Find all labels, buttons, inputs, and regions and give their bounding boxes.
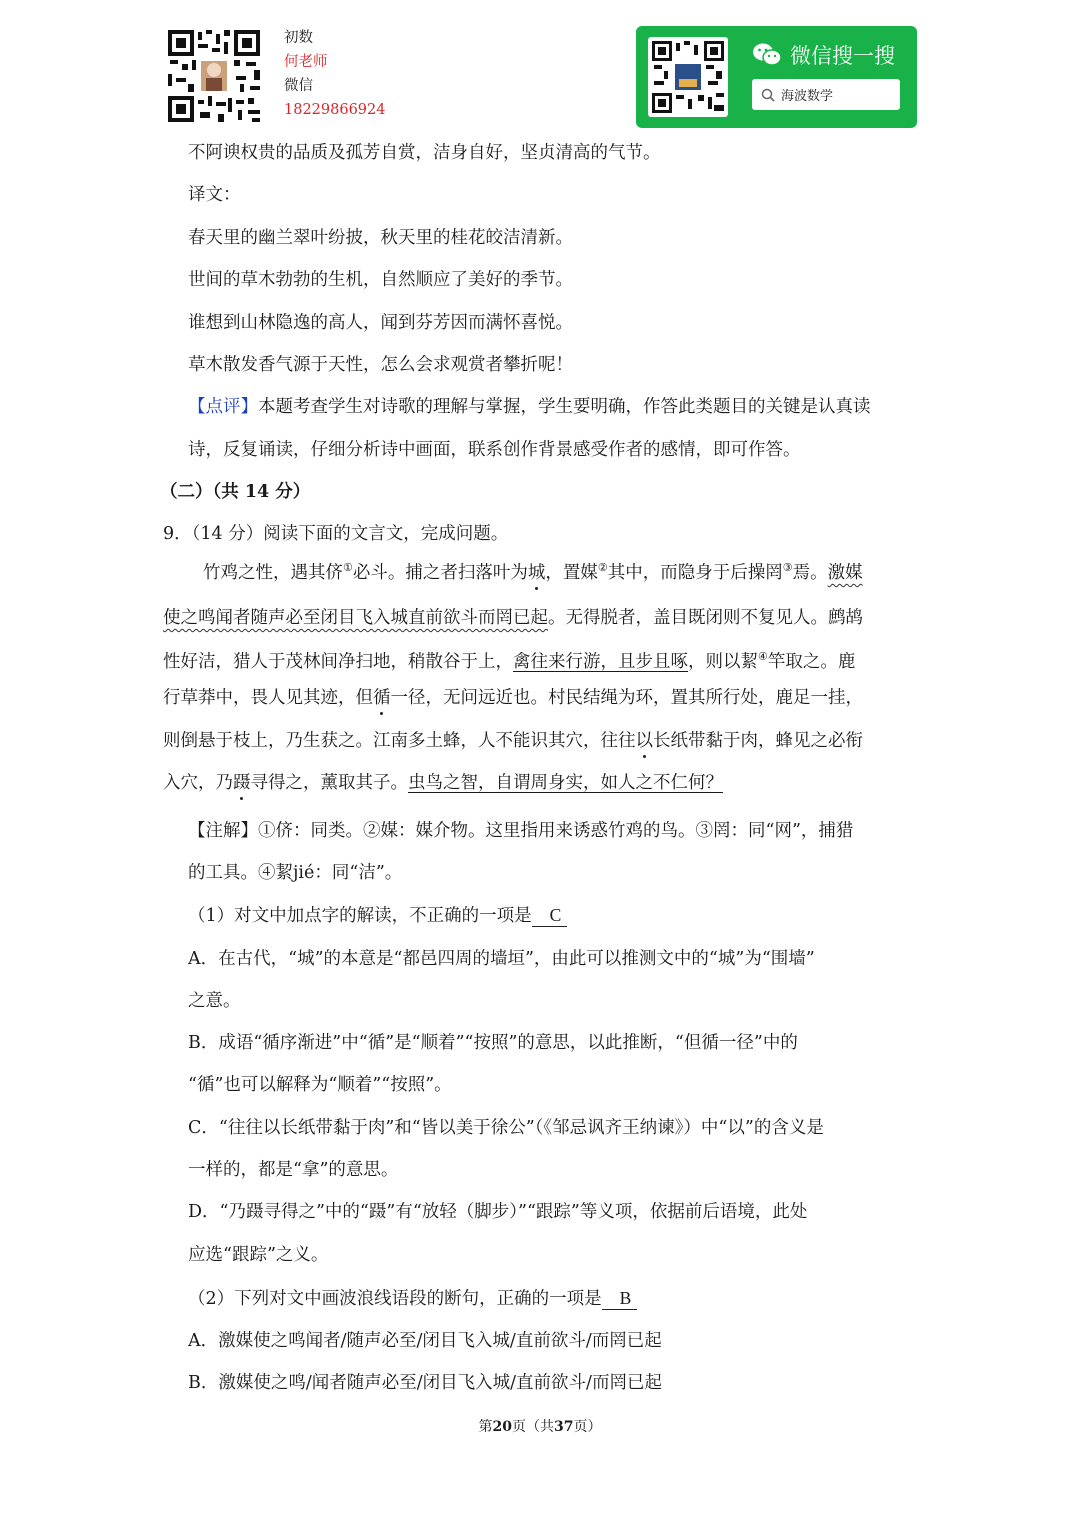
passage-line-3 [163,649,855,675]
translation-line-3: 谁想到山林隐逸的高人，闻到芬芳因而满怀喜悦。 [188,313,573,333]
q1-option-b-line-2: “循”也可以解释为“顺着”“按照”。 [188,1075,452,1095]
translation-label: 译文： [188,185,241,205]
wavy-segment-start: 激媒 [827,563,863,583]
qr-code-official-account [648,37,728,117]
note-ref-2: ② [597,561,608,575]
qr-code-teacher [168,30,260,122]
translation-line-2: 世间的草木勃勃的生机，自然顺应了美好的季节。 [188,270,573,290]
wechat-logo-icon [752,42,782,68]
page-footer [0,1416,1080,1436]
comment-line-2: 诗，反复诵读，仔细分析诗中画面，联系创作背景感受作者的感情，即可作答。 [188,440,801,460]
section-heading: （二）（共 14 分） [160,482,311,502]
contact-block [284,26,385,122]
passage-text: ，则以絜 [688,652,758,672]
passage-text: 长纸带黏于肉，蜂见之必衔 [653,731,863,751]
passage-text: 必斗。捕之者扫落叶为 [352,563,528,583]
q1-option-a-line-2: 之意。 [188,991,241,1011]
passage-text: 竹鸡之性，遇其侪 [203,563,343,583]
dotted-char-nie: 蹑 [233,773,251,793]
contact-teacher: 何老师 [284,54,328,70]
dotted-char-xun: 循 [373,688,391,708]
footer-text: 页） [573,1419,602,1435]
q2-answer: B [602,1287,638,1310]
translation-line-1: 春天里的幽兰翠叶纷披，秋天里的桂花皎洁清新。 [188,228,573,248]
passage-text: 性好洁，猎人于茂林间净扫地，稍散谷于上， [163,652,513,672]
dotted-char-yi: 以 [635,731,653,751]
page-number: 20 [492,1419,512,1435]
search-icon [761,88,775,102]
q1-option-b-line-1: B．成语“循序渐进”中“循”是“顺着”“按照”的意思，以此推断，“但循一径”中的 [188,1033,798,1053]
notes-line-1: 【注解】①侪：同类。②媒：媒介物。这里指用来诱惑竹鸡的鸟。③罔：同“网”，捕猎 [188,821,854,841]
wechat-search-text: 海波数学 [781,89,834,104]
prev-answer-line: 不阿谀权贵的品质及孤芳自赏，洁身自好，坚贞清高的气节。 [188,143,661,163]
q1-option-c-line-2: 一样的，都是“拿”的意思。 [188,1160,399,1180]
underlined-segment-2: 虫鸟之智，自谓周身实，如人之不仁何？ [408,773,723,793]
passage-line-5 [163,728,863,754]
dotted-char-cheng: 城 [527,563,546,583]
passage-text: 入穴，乃 [163,773,233,793]
note-ref-3: ③ [782,561,793,575]
comment-text-1: 本题考查学生对诗歌的理解与掌握，学生要明确，作答此类题目的关键是认真读 [258,397,871,417]
q2-option-b: B．激媒使之鸣/闻者随声必至/闭目飞入城/直前欲斗/而罔已起 [188,1373,662,1393]
passage-text: ，置媒 [545,563,598,583]
q1-option-d-line-2: 应选“跟踪”之义。 [188,1245,329,1265]
passage-text: 焉。 [792,563,828,583]
passage-line-2 [163,605,863,631]
q2-option-a: A．激媒使之鸣闻者/随声必至/闭目飞入城/直前欲斗/而罔已起 [188,1331,662,1351]
wechat-search-box [752,79,900,110]
comment-line-1 [188,394,871,420]
question-9-intro: 9．（14 分）阅读下面的文言文，完成问题。 [163,524,509,544]
q1-option-d-line-1: D．“乃蹑寻得之”中的“蹑”有“放轻（脚步）”“跟踪”等义项，依据前后语境，此处 [188,1202,808,1222]
contact-wechat-label: 微信 [284,78,313,94]
note-ref-1: ① [343,561,353,575]
wechat-title [752,40,895,70]
q1-option-c-line-1: C．“往往以长纸带黏于肉”和“皆以美于徐公”（《邹忌讽齐王纳谏》）中“以”的含义是 [188,1118,824,1138]
q1-stem [188,903,567,929]
passage-line-6 [163,770,723,796]
passage-text: 一径，无问远近也。村民结绳为环，置其所行处，鹿足一挂， [390,688,863,708]
contact-phone: 18229866924 [284,102,386,118]
translation-line-4: 草木散发香气源于天性，怎么会求观赏者攀折呢！ [188,355,573,375]
wavy-segment: 使之鸣闻者随声必至闭目飞入城直前欲斗而罔已起 [163,608,548,628]
q2-stem-text: （2）下列对文中画波浪线语段的断句，正确的一项是 [188,1289,602,1309]
passage-text: 其中，而隐身于后操罔 [607,563,783,583]
total-pages: 37 [554,1419,574,1435]
footer-text: 第 [478,1419,493,1435]
passage-text: 行草莽中，畏人见其迹，但 [163,688,373,708]
q1-option-a-line-1: A．在古代，“城”的本意是“都邑四周的墙垣”，由此可以推测文中的“城”为“围墙” [188,949,815,969]
passage-text: 则倒悬于枝上，乃生获之。江南多土蜂，人不能识其穴，往往 [163,731,636,751]
q1-stem-text: （1）对文中加点字的解读，不正确的一项是 [188,906,532,926]
wechat-search-card [636,26,917,128]
passage-line-4 [163,685,863,711]
note-ref-4: ④ [758,650,768,664]
wechat-title-text: 微信搜一搜 [790,44,895,68]
passage-text: 竿取之。鹿 [767,652,856,672]
passage-text: 寻得之，薰取其子。 [250,773,408,793]
q2-stem [188,1286,637,1312]
passage-line-1 [203,560,863,586]
underlined-segment-1: 禽往来行游，且步且啄 [513,652,688,672]
contact-subject: 初数 [284,30,313,46]
footer-text: 页（共 [512,1419,554,1435]
comment-tag: 【点评】 [188,397,258,417]
notes-line-2: 的工具。④絜jié：同“洁”。 [188,863,403,883]
passage-text: 。无得脱者，盖目既闭则不复见人。鹧鸪 [548,608,863,628]
q1-answer: C [532,904,568,927]
